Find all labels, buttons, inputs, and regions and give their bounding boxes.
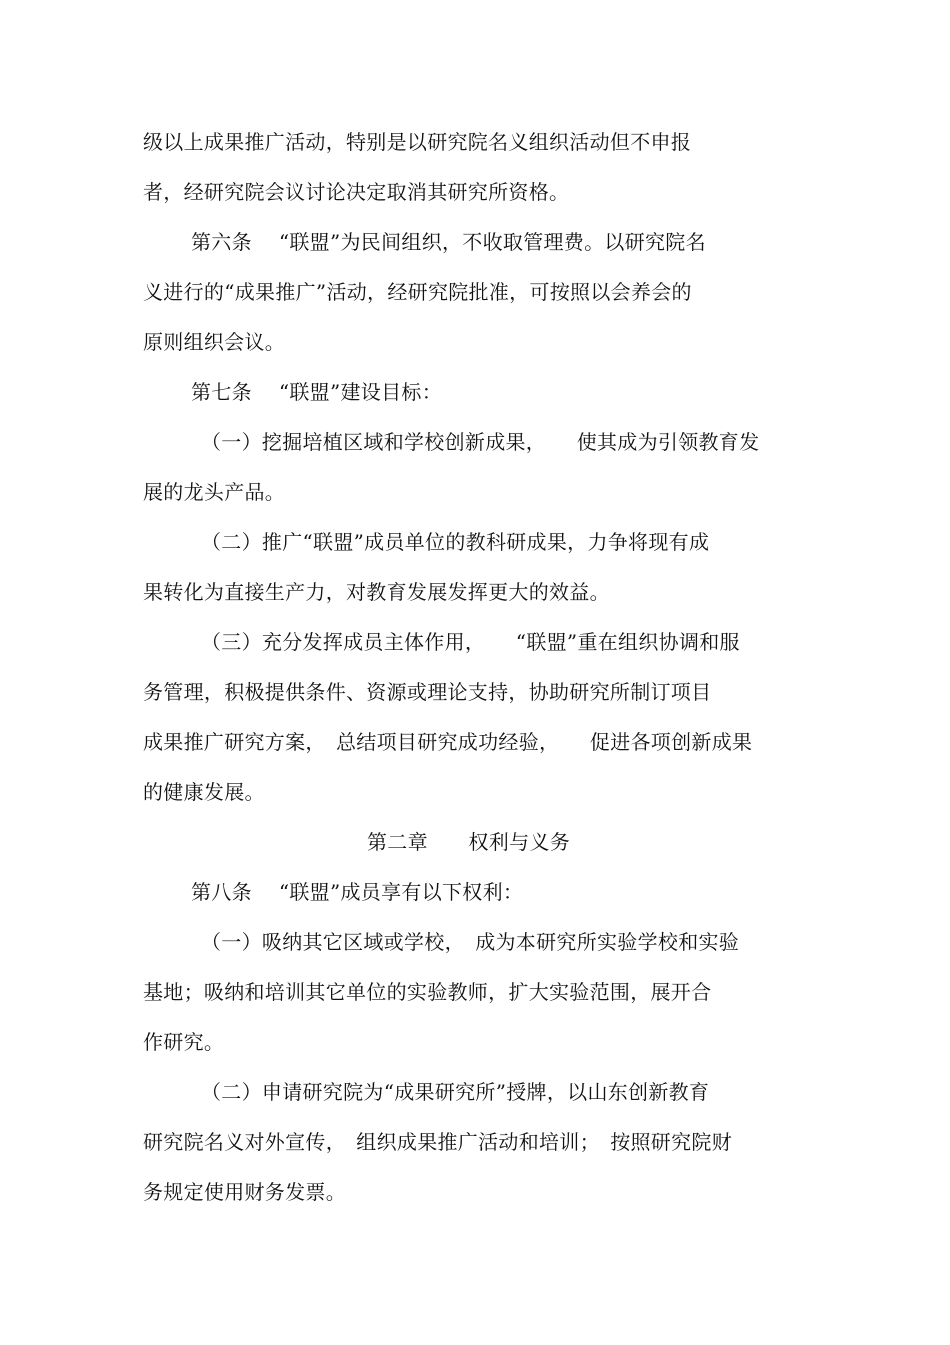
paragraph-line: 的健康发展。 bbox=[143, 780, 265, 804]
list-item-line: （一）吸纳其它区域或学校， 成为本研究所实验学校和实验 bbox=[201, 930, 740, 954]
paragraph-line: 者，经研究院会议讨论决定取消其研究所资格。 bbox=[143, 180, 570, 204]
paragraph-line: 成果推广研究方案， 总结项目研究成功经验， 促进各项创新成果 bbox=[143, 730, 753, 754]
paragraph-line: 基地；吸纳和培训其它单位的实验教师，扩大实验范围，展开合 bbox=[143, 980, 712, 1004]
paragraph-line: 展的龙头产品。 bbox=[143, 480, 286, 504]
paragraph-line: 果转化为直接生产力，对教育发展发挥更大的效益。 bbox=[143, 580, 610, 604]
chapter-heading: 第二章 权利与义务 bbox=[367, 830, 570, 854]
list-item-line: （三）充分发挥成员主体作用， “联盟”重在组织协调和服 bbox=[201, 630, 740, 654]
article-7-heading-line: 第七条 “联盟”建设目标： bbox=[191, 380, 443, 404]
paragraph-line: 原则组织会议。 bbox=[143, 330, 286, 354]
list-item-line: （一）挖掘培植区域和学校创新成果， 使其成为引领教育发 bbox=[201, 430, 760, 454]
paragraph-line: 务规定使用财务发票。 bbox=[143, 1180, 346, 1204]
paragraph-line: 研究院名义对外宣传， 组织成果推广活动和培训； 按照研究院财 bbox=[143, 1130, 732, 1154]
article-8-heading-line: 第八条 “联盟”成员享有以下权利： bbox=[191, 880, 524, 904]
paragraph-line: 义进行的“成果推广”活动，经研究院批准，可按照以会养会的 bbox=[143, 280, 692, 304]
article-6-heading-line: 第六条 “联盟”为民间组织，不收取管理费。以研究院名 bbox=[191, 230, 706, 254]
list-item-line: （二）推广“联盟”成员单位的教科研成果，力争将现有成 bbox=[201, 530, 710, 554]
paragraph-line: 级以上成果推广活动，特别是以研究院名义组织活动但不申报 bbox=[143, 130, 692, 154]
list-item-line: （二）申请研究院为“成果研究所”授牌，以山东创新教育 bbox=[201, 1080, 710, 1104]
paragraph-line: 务管理，积极提供条件、资源或理论支持，协助研究所制订项目 bbox=[143, 680, 712, 704]
paragraph-line: 作研究。 bbox=[143, 1030, 225, 1054]
